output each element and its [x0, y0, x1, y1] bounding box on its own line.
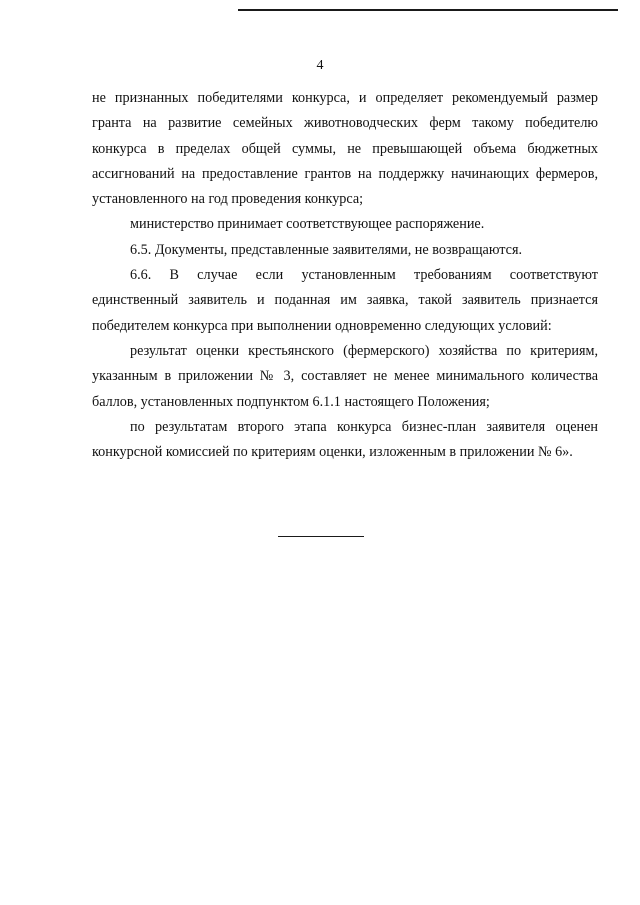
- paragraph-6-6: 6.6. В случае если установленным требованиям соответствуют единственный заявитель и поданная им заявка, такой заявитель признается победителем конкурса при выполнении одновременно следующих условий:: [92, 267, 598, 334]
- document-body: [92, 86, 598, 465]
- paragraph-6-5: 6.5. Документы, представленные заявителями, не возвращаются.: [130, 241, 523, 258]
- paragraph-continuation: не признанных победителями конкурса, и определяет рекомендуемый размер гранта на развитие семейных животноводческих ферм такому победителю конкурса в пределах общей суммы, не превышающей объема бюджетных ассигнований на предоставление грантов на поддержку начинающих фермеров, установленного на год проведения конкурса;: [92, 90, 598, 208]
- page-number: 4: [316, 58, 324, 73]
- paragraph-condition-business-plan: по результатам второго этапа конкурса бизнес-план заявителя оценен конкурсной комиссией по критериям оценки, изложенным в приложении № 6».: [92, 418, 598, 461]
- header-rule: [238, 9, 618, 11]
- paragraph-condition-score: результат оценки крестьянского (фермерского) хозяйства по критериям, указанным в приложении № 3, составляет не менее минимального количества баллов, установленных подпунктом 6.1.1 настоящего Положения;: [92, 342, 598, 410]
- paragraph-ministry-order: министерство принимает соответствующее распоряжение.: [130, 216, 485, 233]
- end-of-text-rule: [278, 536, 364, 537]
